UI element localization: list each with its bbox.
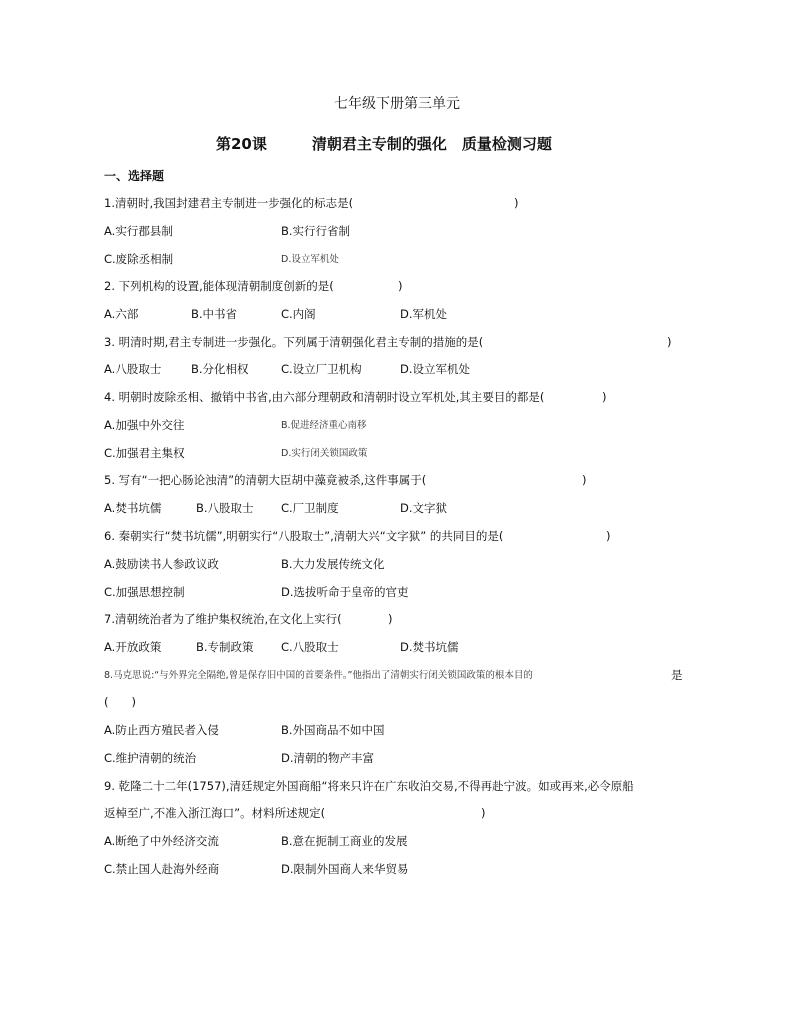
question-5-stem: 5. 写有“一把心肠论浊清”的清朝大臣胡中藻竟被杀,这件事属于( ) [104, 473, 587, 487]
answer-blank-close: ) [514, 196, 519, 210]
question-1-option-b: B.实行行省制 [281, 224, 351, 238]
answer-blank-close: ) [606, 529, 611, 543]
question-1-option-a: A.实行郡县制 [104, 224, 173, 238]
page-title: 第20课 清朝君主专制的强化 质量检测习题 [216, 135, 552, 153]
question-3-option-c: C.设立厂卫机构 [281, 362, 362, 376]
question-4-option-c: C.加强君主集权 [104, 446, 185, 460]
question-4-option-b: B.促进经济重心南移 [281, 420, 367, 431]
question-8-option-c: C.维护清朝的统治 [104, 751, 197, 765]
question-5-option-b: B.八股取士 [196, 501, 254, 515]
question-8-option-b: B.外国商品不如中国 [281, 723, 385, 737]
section-heading: 一、选择题 [104, 169, 165, 183]
question-9-option-a: A.断绝了中外经济交流 [104, 834, 219, 848]
question-2-option-d: D.军机处 [400, 307, 448, 321]
question-9-stem-cont: 返棹至广,不准入浙江海口”。材料所述规定( ) [104, 806, 486, 820]
question-5-option-a: A.焚书坑儒 [104, 501, 162, 515]
question-9-stem: 9. 乾隆二十二年(1757),清廷规定外国商船“将来只许在广东收泊交易,不得再赴宁波。如或再来,必令原船 [104, 779, 634, 793]
question-7-stem: 7.清朝统治者为了维护集权统治,在文化上实行( ) [104, 612, 393, 626]
question-4-stem: 4. 明朝时废除丞相、撤销中书省,由六部分理朝政和清朝时设立军机处,其主要目的都是( ) [104, 390, 607, 404]
question-1-stem: 1.清朝时,我国封建君主专制进一步强化的标志是( ) [104, 196, 519, 210]
question-5-option-d: D.文字狱 [400, 501, 448, 515]
question-7-option-a: A.开放政策 [104, 640, 162, 654]
question-3-option-d: D.设立军机处 [400, 362, 471, 376]
question-1-option-d: D.设立军机处 [281, 254, 339, 265]
question-3-stem: 3. 明清时期,君主专制进一步强化。下列属于清朝强化君主专制的措施的是( ) [104, 335, 672, 349]
question-2-option-a: A.六部 [104, 307, 139, 321]
question-8-option-d: D.清朝的物产丰富 [281, 751, 375, 765]
question-4-option-a: A.加强中外交往 [104, 418, 185, 432]
question-6-option-c: C.加强思想控制 [104, 585, 185, 599]
question-8-option-a: A.防止西方殖民者入侵 [104, 723, 219, 737]
question-6-option-b: B.大力发展传统文化 [281, 557, 385, 571]
question-3-option-a: A.八股取士 [104, 362, 162, 376]
question-7-option-d: D.焚书坑儒 [400, 640, 459, 654]
question-8-stem: 8.马克思说:“与外界完全隔绝,曾是保存旧中国的首要条件。”他指出了清朝实行闭关锁国政策的根本目的 [104, 670, 533, 681]
question-3-option-b: B.分化相权 [191, 362, 249, 376]
answer-blank-close: ) [398, 279, 403, 293]
question-2-option-c: C.内阁 [281, 307, 316, 321]
question-9-option-b: B.意在扼制工商业的发展 [281, 834, 408, 848]
question-7-option-b: B.专制政策 [196, 640, 254, 654]
unit-heading: 七年级下册第三单元 [334, 96, 460, 112]
question-6-option-d: D.选拔听命于皇帝的官吏 [281, 585, 409, 599]
question-9-option-d: D.限制外国商人来华贸易 [281, 862, 409, 876]
question-7-option-c: C.八股取士 [281, 640, 339, 654]
question-6-option-a: A.鼓励读书人参政议政 [104, 557, 219, 571]
answer-blank-close: ) [582, 473, 587, 487]
answer-blank-close: ) [388, 612, 393, 626]
question-5-option-c: C.厂卫制度 [281, 501, 339, 515]
answer-blank: ( ) [104, 695, 136, 709]
answer-blank-close: ) [602, 390, 607, 404]
answer-blank-close: ) [667, 335, 672, 349]
question-2-option-b: B.中书省 [191, 307, 238, 321]
question-4-option-d: D.实行闭关锁国政策 [281, 448, 368, 459]
answer-blank-close: ) [481, 806, 486, 820]
question-1-option-c: C.废除丞相制 [104, 252, 174, 266]
question-6-stem: 6. 秦朝实行“焚书坑儒”,明朝实行“八股取士”,清朝大兴“文字狱” 的共同目的是( ) [104, 529, 611, 543]
question-8-stem-end: 是 [671, 668, 683, 682]
question-2-stem: 2. 下列机构的设置,能体现清朝制度创新的是( ) [104, 279, 403, 293]
question-9-option-c: C.禁止国人赴海外经商 [104, 862, 220, 876]
